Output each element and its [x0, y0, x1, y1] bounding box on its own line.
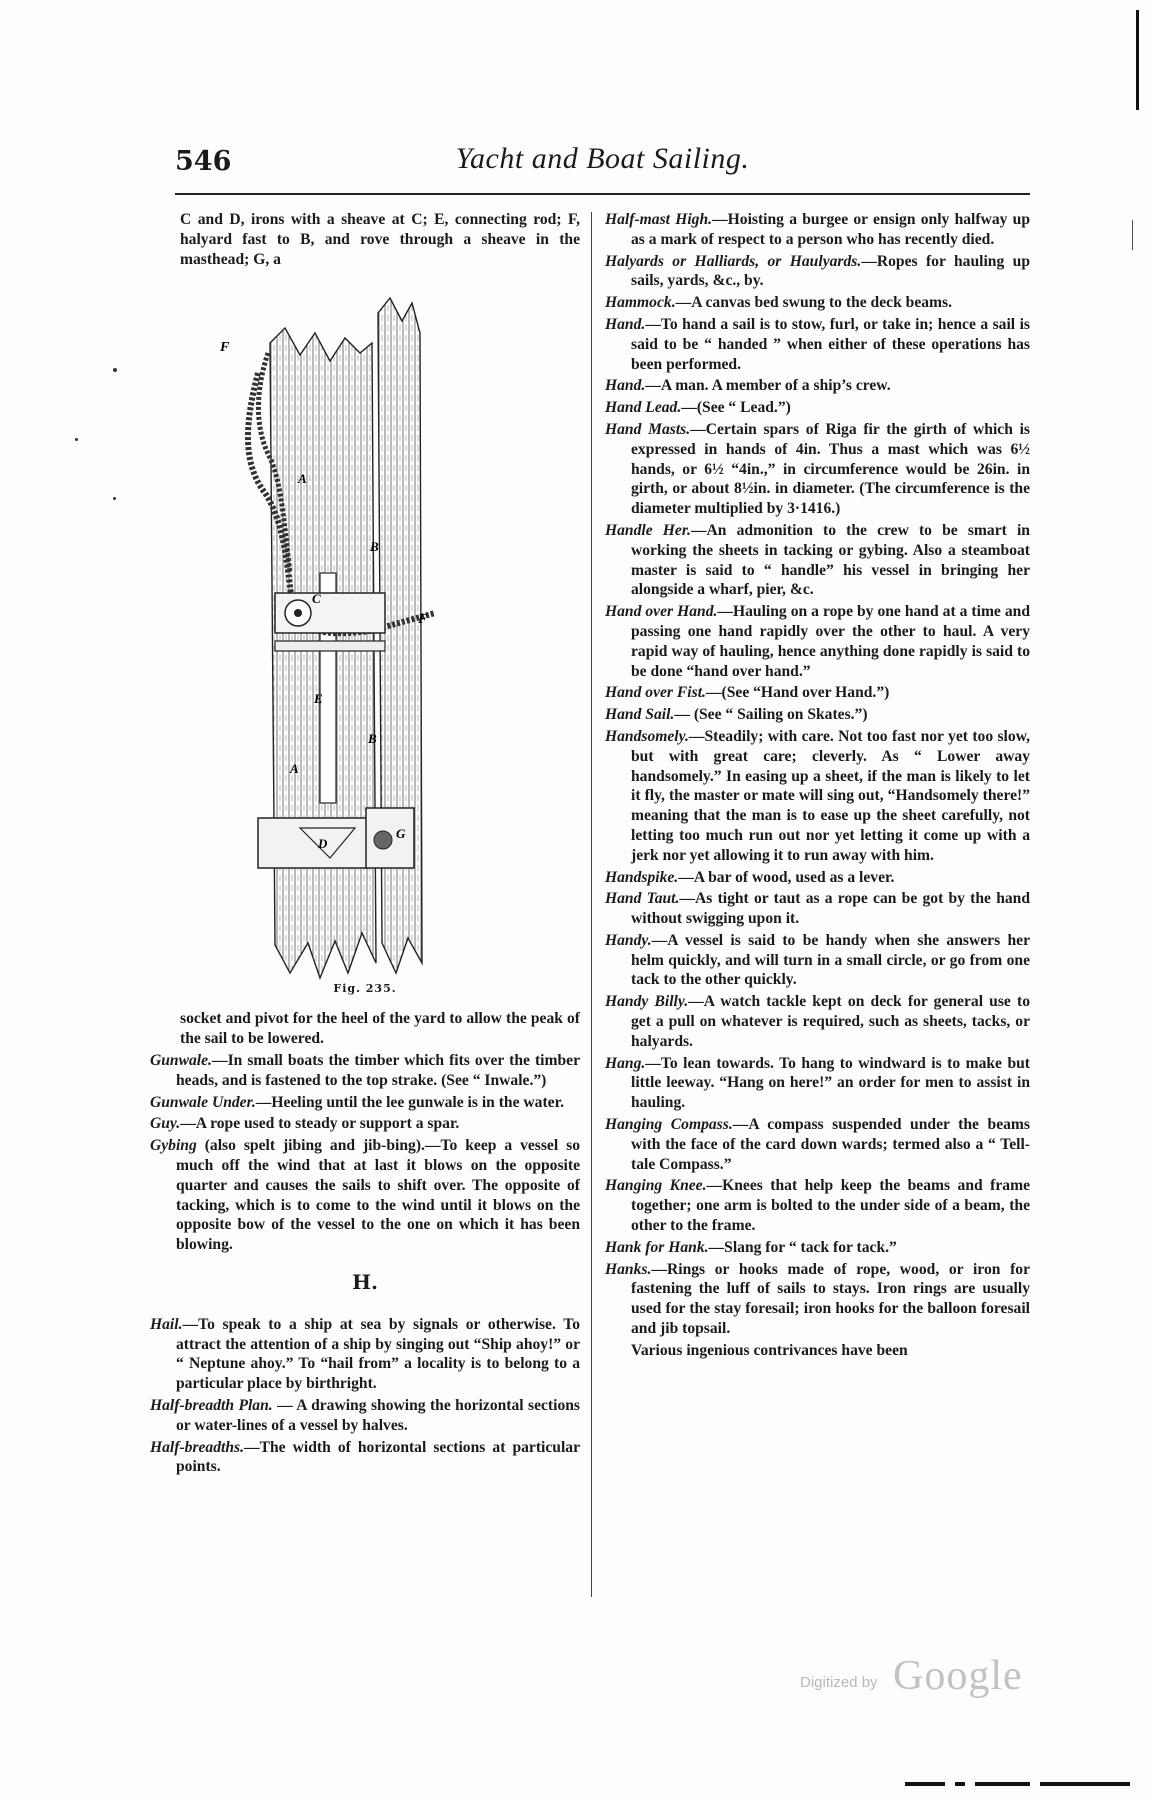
entries-g [150, 1051, 580, 1255]
entry-text: — (See “ Sailing on Skates.”) [674, 706, 868, 724]
entry-gunwale [150, 1051, 580, 1091]
entry-term: Hand. [605, 315, 646, 333]
entry-term: Handy Billy. [605, 993, 689, 1011]
entry-hank-for-hank [605, 1238, 1030, 1258]
iron-band [275, 641, 385, 651]
entry-text: —Hauling on a rope by one hand at a time and passing one hand rapidly over the other to haul. A very rapid way of hauling, hence anything done rapidly is said to be done “hand over hand.” [631, 603, 1030, 680]
entry-halyards [605, 252, 1030, 292]
entry-text: —To lean towards. To hang to windward is to make but little leeway. “Hang on here!” an order for men to assist in hauling. [631, 1054, 1030, 1112]
entry-term: Hand Taut. [605, 890, 680, 908]
entry-term: Hanging Compass. [605, 1116, 733, 1134]
entry-text: — A drawing showing the horizontal sections or water-lines of a vessel by halves. [176, 1396, 580, 1434]
figure-caption: Fig. 235. [333, 982, 397, 996]
spar-b [378, 298, 422, 973]
entry-term: Handspike. [605, 868, 679, 886]
entry-text: —The width of horizontal sections at particular points. [176, 1438, 580, 1476]
entry-term: Gunwale. [150, 1051, 212, 1069]
mast-illustration [150, 273, 580, 1003]
label-d: D [318, 836, 328, 852]
entry-hanging-compass [605, 1115, 1030, 1174]
entry-hand-masts [605, 420, 1030, 519]
entry-handspike [605, 868, 1030, 888]
entry-term: Hand Sail. [605, 706, 675, 724]
label-b: B [370, 539, 379, 555]
entry-handy-billy [605, 992, 1030, 1051]
entry-text: —Heeling until the lee gunwale is in the water. [255, 1093, 564, 1111]
entry-text: —Hoisting a burgee or ensign only halfway up as a mark of respect to a person who has recently died. [631, 211, 1030, 248]
watermark-prefix: Digitized by [800, 1674, 878, 1691]
entry-term: Handle Her. [605, 521, 691, 539]
right-column [605, 210, 1030, 1361]
pivot-g [374, 831, 392, 849]
entry-term: Hand over Fist. [605, 684, 706, 702]
entry-term: Hand Lead. [605, 399, 682, 417]
entry-term: Half-breadths. [150, 1438, 244, 1456]
scan-bottom-mark [1040, 1782, 1130, 1786]
entry-text: —To hand a sail is to stow, furl, or take in; hence a sail is said to be “ handed ” when either of these operations has been performed. [631, 315, 1030, 373]
digitized-watermark [800, 1650, 1030, 1700]
header-rule [175, 193, 1030, 195]
entry-term: Hang. [605, 1054, 646, 1072]
entry-term: Hand Masts. [605, 420, 691, 438]
scan-speck [113, 497, 116, 500]
entry-text: —A canvas bed swung to the deck beams. [675, 294, 952, 312]
entry-half-breadths [150, 1438, 580, 1478]
entry-text: —To speak to a ship at sea by signals or otherwise. To attract the attention of a ship by singing out “Ship ahoy!” or “ Neptune ahoy.” To “hail from” a locality is to belong to a particular place by birthright. [176, 1315, 580, 1393]
entry-term: Hammock. [605, 294, 676, 312]
entry-text: —Rings or hooks made of rope, wood, or iron for fastening the luff of sails to stays. Iron rings are usually used for the stay foresail; iron hooks for the balloon foresail and jib topsail. [631, 1260, 1030, 1338]
entry-half-mast-high [605, 210, 1030, 250]
label-f: F [220, 340, 230, 356]
entry-text: —A compass suspended under the beams with the face of the card down wards; termed also a “ Tell-tale Compass.” [631, 1116, 1030, 1173]
figure-mast-fitting [150, 273, 580, 1003]
entry-hand-sail [605, 705, 1030, 725]
entry-gybing [150, 1136, 580, 1255]
scan-bottom-mark [975, 1782, 1030, 1786]
entry-term: Hanging Knee. [605, 1177, 707, 1195]
entry-text: —A man. A member of a ship’s crew. [645, 377, 891, 395]
entry-text: —As tight or taut as a rope can be got by the hand without swigging upon it. [631, 890, 1031, 928]
entry-hand-man [605, 376, 1030, 396]
column-divider [591, 212, 592, 1597]
entry-text: (also spelt jibing and jib-bing).—To keep a vessel so much off the wind that at last it blows on the opposite quarter and causes the sails to shift over. The opposite of tacking, which is to come to the wind until it blows on the opposite bow of the vessel to the one on which it has been blowing. [176, 1137, 580, 1254]
page-number: 546 [175, 146, 232, 177]
entry-hand-stow [605, 315, 1030, 374]
entry-term: Guy. [150, 1115, 181, 1133]
entry-term: Half-breadth Plan. [150, 1396, 273, 1414]
label-g: G [396, 826, 406, 842]
entry-hang [605, 1054, 1030, 1113]
label-e: E [314, 691, 323, 707]
entry-guy [150, 1114, 580, 1134]
label-c: C [312, 591, 321, 607]
label-a: A [298, 471, 307, 487]
sheave-pin [294, 609, 302, 617]
entry-text: —(See “ Lead.”) [681, 399, 791, 417]
entry-term: Halyards or Halliards, or Haulyards. [605, 252, 862, 270]
entry-text: —A vessel is said to be handy when she answers her helm quickly, and will turn in a small circle, or go from one tack to the other quickly. [631, 931, 1030, 989]
entry-term: Handy. [605, 931, 652, 949]
entry-hammock [605, 293, 1030, 313]
continuation-text: socket and pivot for the heel of the yard to allow the peak of the sail to be lowered. [180, 1010, 580, 1048]
entry-text: —A rope used to steady or support a spar. [180, 1115, 460, 1133]
iron-d [258, 818, 368, 868]
scan-speck [75, 438, 78, 441]
entry-half-breadth-plan [150, 1396, 580, 1436]
entry-hand-taut [605, 889, 1030, 929]
page-header [175, 142, 1030, 194]
entry-hand-over-fist [605, 683, 1030, 703]
running-title: Yacht and Boat Sailing. [455, 142, 750, 175]
scan-edge-mark [1132, 220, 1133, 250]
entry-text: —Steadily; with care. Not too fast nor yet too slow, but with great care; cleverly. As “ Lower away handsomely.” In easing up a sheet, if the man is likely to let it fly, the master or mate will sing out, “Handsomely there!” meaning that the man is to ease up the sheet carefully, not letting too much run out nor yet letting it come up with a jerk nor yet allowing it to run away with him. [631, 727, 1030, 864]
entry-text: —Certain spars of Riga fir the girth of which is expressed in hands of 4in. Thus a mast which was 6½ hands, or 6½ “4in.,” in circumference would be 26in. in girth, or about 8½in. in diameter. (The circumference is the diameter multiplied by 3·1416.) [631, 420, 1030, 518]
google-logo: Google [893, 1653, 1023, 1699]
entry-hanging-knee [605, 1176, 1030, 1235]
section-heading-h: H. [352, 1269, 378, 1294]
entry-handsomely [605, 727, 1030, 866]
entry-term: Gybing [150, 1137, 197, 1155]
figure-legend-text: C and D, irons with a sheave at C; E, connecting rod; F, halyard fast to B, and rove through a sheave in the masthead; G, a [180, 211, 580, 268]
label-a: A [290, 761, 299, 777]
entry-text: —Slang for “ tack for tack.” [708, 1238, 897, 1256]
entry-text: —In small boats the timber which fits over the timber heads, and is fastened to the top strake. (See “ Inwale.”) [176, 1051, 580, 1089]
entry-hail [150, 1315, 580, 1394]
entry-term: Hail. [150, 1315, 183, 1333]
entries-h [150, 1315, 580, 1477]
scan-bottom-mark [955, 1782, 965, 1786]
entry-term: Gunwale Under. [150, 1093, 256, 1111]
entry-term: Hand. [605, 377, 646, 395]
closing-paragraph: Various ingenious contrivances have been [631, 1341, 908, 1359]
label-b: B [368, 731, 377, 747]
entry-term: Hank for Hank. [605, 1238, 709, 1256]
entry-term: Handsomely. [605, 727, 689, 745]
scan-edge-mark [1136, 10, 1139, 110]
entry-hand-lead [605, 398, 1030, 418]
scan-speck [113, 368, 117, 372]
entry-hanks [605, 1260, 1030, 1339]
entry-handy [605, 931, 1030, 990]
scan-bottom-mark [905, 1782, 945, 1786]
entry-text: —(See “Hand over Hand.”) [705, 684, 890, 702]
entry-text: —An admonition to the crew to be smart in working the sheets in tacking or gybing. Also a steamboat master is said to “ handle” his vessel in bringing her alongside a wharf, pier, &c. [631, 521, 1030, 599]
entry-hand-over-hand [605, 602, 1030, 681]
entry-text: —Ropes for hauling up sails, yards, &c., by. [631, 252, 1030, 290]
entry-text: —Knees that help keep the beams and frame together; one arm is bolted to the under side of a beam, the other to the frame. [631, 1177, 1030, 1235]
entry-gunwale-under [150, 1093, 580, 1113]
entry-text: —A bar of wood, used as a lever. [678, 868, 895, 886]
entry-term: Hanks. [605, 1260, 652, 1278]
left-column [150, 210, 580, 1479]
entry-handle-her [605, 521, 1030, 600]
entry-term: Half-mast High. [605, 211, 713, 228]
entry-term: Hand over Hand. [605, 603, 718, 621]
label-f: F [418, 612, 428, 628]
entry-text: —A watch tackle kept on deck for general use to get a pull on whatever is required, such as sheets, tacks, or halyards. [631, 993, 1030, 1050]
